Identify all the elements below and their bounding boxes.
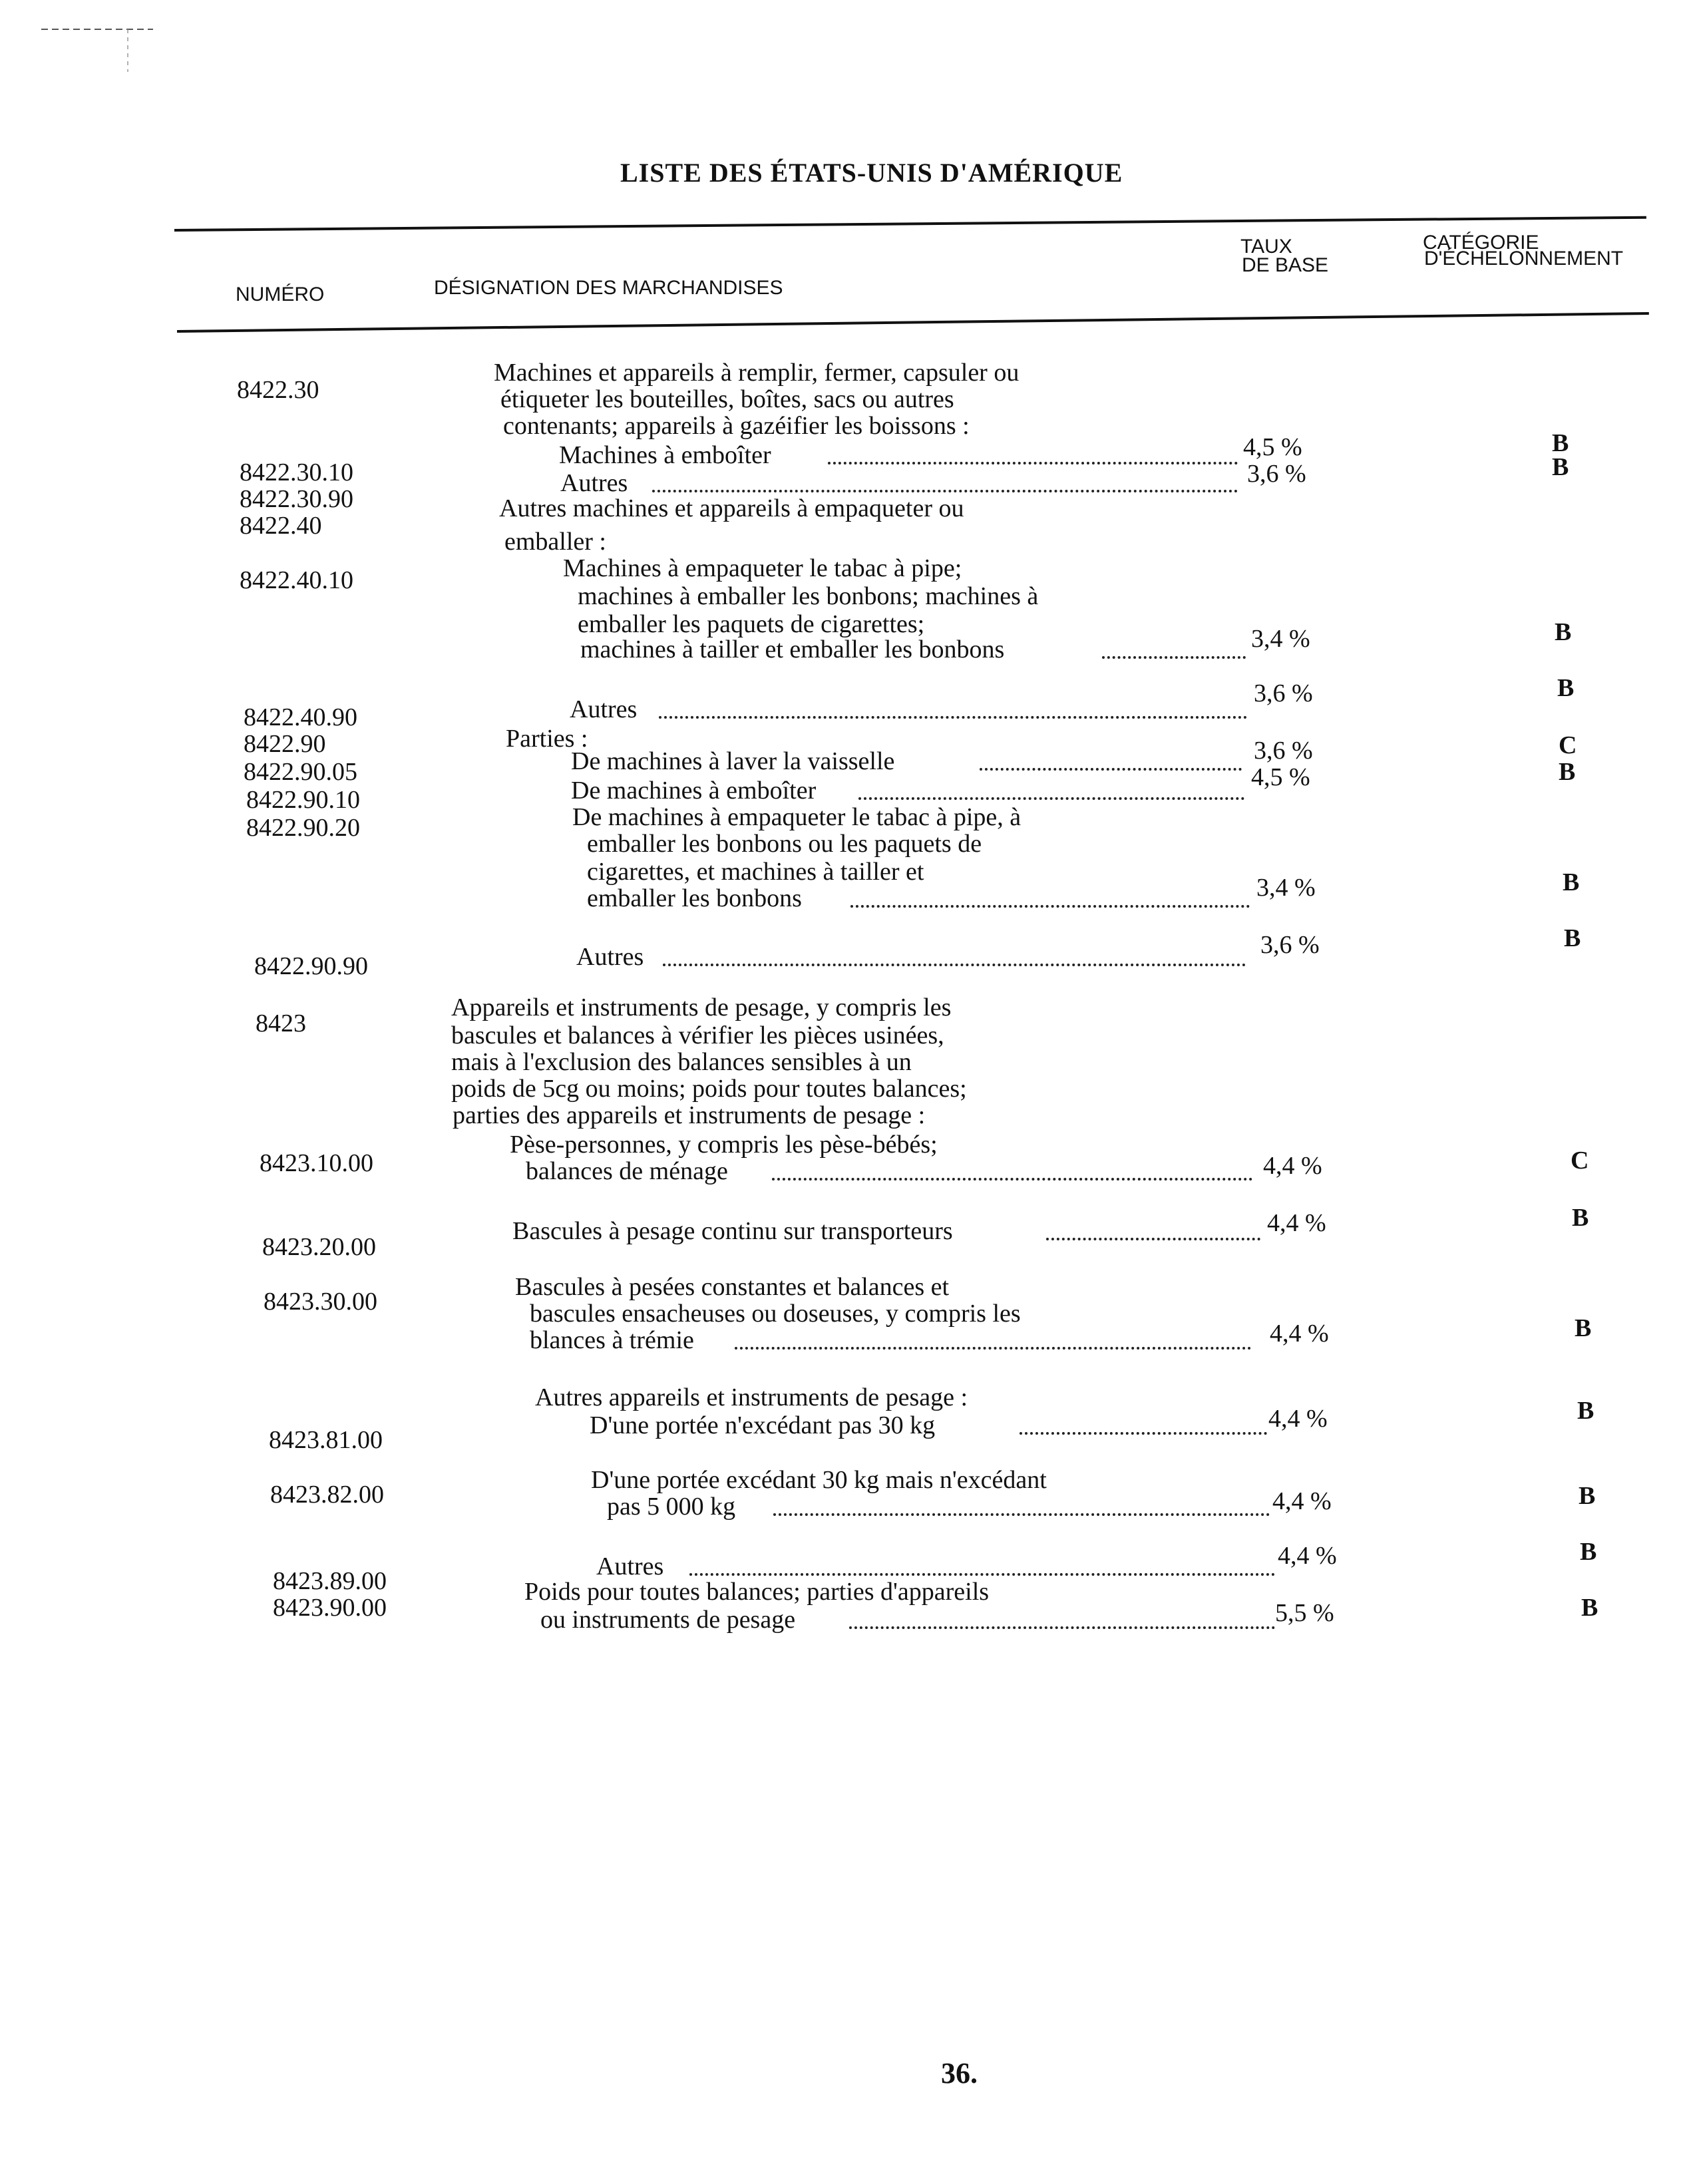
header-taux-line1: TAUX bbox=[1240, 236, 1292, 258]
base-rate: 4,4 % bbox=[1263, 1152, 1322, 1180]
designation-line: parties des appareils et instruments de pesage : bbox=[453, 1101, 926, 1129]
designation-line: bascules et balances à vérifier les pièces usinées, bbox=[451, 1021, 944, 1049]
dot-leader bbox=[735, 1347, 1251, 1350]
designation-line: machines à emballer les bonbons; machines à bbox=[578, 582, 1039, 610]
designation-line: blances à trémie bbox=[530, 1326, 694, 1354]
base-rate: 3,6 % bbox=[1254, 737, 1313, 765]
tariff-code: 8423.10.00 bbox=[260, 1149, 373, 1177]
corner-crop-mark bbox=[40, 25, 153, 72]
designation-line: Parties : bbox=[506, 725, 588, 753]
designation-line: Autres bbox=[560, 469, 628, 497]
designation-line: De machines à emboîter bbox=[571, 777, 817, 805]
designation-line: pas 5 000 kg bbox=[607, 1493, 736, 1521]
designation-line: balances de ménage bbox=[526, 1157, 728, 1185]
header-bottom-rule bbox=[177, 312, 1649, 333]
designation-line: Autres bbox=[570, 695, 638, 723]
header-top-rule bbox=[174, 216, 1646, 232]
dot-leader bbox=[980, 768, 1242, 771]
designation-line: Machines à empaqueter le tabac à pipe; bbox=[563, 554, 962, 582]
tariff-code: 8422.90.90 bbox=[254, 952, 368, 980]
dot-leader bbox=[772, 1178, 1252, 1181]
tariff-code: 8423.90.00 bbox=[273, 1594, 387, 1622]
dot-leader bbox=[652, 490, 1238, 492]
tariff-code: 8422.40 bbox=[240, 512, 322, 540]
dot-leader bbox=[849, 1626, 1275, 1629]
tariff-code: 8422.30.90 bbox=[240, 485, 353, 513]
header-categorie-line2: D'ÉCHELONNEMENT bbox=[1424, 248, 1624, 270]
designation-line: Machines à emboîter bbox=[559, 441, 771, 469]
page-number: 36. bbox=[941, 2057, 978, 2090]
tariff-code: 8422.90.10 bbox=[246, 786, 360, 814]
tariff-code: 8423.20.00 bbox=[262, 1233, 376, 1261]
base-rate: 3,6 % bbox=[1254, 679, 1313, 707]
designation-line: De machines à empaqueter le tabac à pipe, à bbox=[572, 803, 1022, 831]
designation-line: cigarettes, et machines à tailler et bbox=[587, 858, 924, 886]
designation-line: ou instruments de pesage bbox=[540, 1606, 796, 1634]
staging-category: C bbox=[1571, 1147, 1589, 1175]
tariff-code: 8422.30 bbox=[237, 376, 319, 404]
page-title: LISTE DES ÉTATS-UNIS D'AMÉRIQUE bbox=[620, 158, 1123, 188]
tariff-code: 8422.40.10 bbox=[240, 566, 353, 594]
tariff-code: 8422.90.20 bbox=[246, 814, 360, 842]
staging-category: B bbox=[1552, 429, 1569, 457]
designation-line: Pèse-personnes, y compris les pèse-bébés; bbox=[510, 1131, 938, 1159]
designation-line: mais à l'exclusion des balances sensibles à un bbox=[451, 1048, 912, 1076]
header-categorie-line1: CATÉGORIE bbox=[1423, 232, 1539, 254]
designation-line: Autres bbox=[576, 943, 644, 971]
dot-leader bbox=[689, 1573, 1275, 1576]
base-rate: 4,4 % bbox=[1268, 1405, 1328, 1433]
staging-category: B bbox=[1577, 1397, 1594, 1425]
designation-line: emballer : bbox=[504, 528, 606, 556]
staging-category: B bbox=[1575, 1314, 1592, 1342]
designation-line: Autres machines et appareils à empaqueter ou bbox=[499, 494, 964, 522]
dot-leader bbox=[850, 905, 1250, 908]
base-rate: 4,5 % bbox=[1251, 763, 1310, 791]
dot-leader bbox=[858, 797, 1244, 800]
base-rate: 3,4 % bbox=[1251, 625, 1310, 653]
tariff-code: 8423.30.00 bbox=[264, 1288, 377, 1316]
staging-category: B bbox=[1579, 1482, 1596, 1510]
staging-category: B bbox=[1581, 1594, 1598, 1622]
base-rate: 3,6 % bbox=[1260, 931, 1320, 959]
base-rate: 5,5 % bbox=[1275, 1599, 1334, 1627]
designation-line: Appareils et instruments de pesage, y compris les bbox=[451, 994, 952, 1021]
designation-line: De machines à laver la vaisselle bbox=[571, 747, 895, 775]
tariff-code: 8422.90.05 bbox=[244, 758, 357, 786]
designation-line: contenants; appareils à gazéifier les boissons : bbox=[503, 412, 970, 440]
designation-line: Bascules à pesage continu sur transporteurs bbox=[512, 1217, 953, 1245]
dot-leader bbox=[663, 964, 1246, 966]
designation-line: emballer les bonbons bbox=[587, 884, 802, 912]
designation-line: emballer les bonbons ou les paquets de bbox=[587, 830, 982, 858]
base-rate: 3,6 % bbox=[1247, 460, 1306, 488]
designation-line: D'une portée excédant 30 kg mais n'excédant bbox=[591, 1466, 1047, 1494]
designation-line: Autres bbox=[596, 1552, 664, 1580]
tariff-code: 8422.90 bbox=[244, 730, 326, 758]
dot-leader bbox=[773, 1513, 1270, 1516]
base-rate: 4,4 % bbox=[1270, 1320, 1329, 1348]
base-rate: 3,4 % bbox=[1256, 874, 1316, 902]
staging-category: B bbox=[1564, 924, 1581, 952]
header-taux-line2: DE BASE bbox=[1242, 254, 1329, 276]
base-rate: 4,4 % bbox=[1278, 1542, 1337, 1570]
designation-line: Machines et appareils à remplir, fermer, capsuler ou bbox=[494, 359, 1020, 387]
tariff-code: 8423.89.00 bbox=[273, 1567, 387, 1595]
staging-category: B bbox=[1559, 758, 1576, 786]
tariff-code: 8422.30.10 bbox=[240, 458, 353, 486]
base-rate: 4,5 % bbox=[1243, 433, 1302, 461]
designation-line: poids de 5cg ou moins; poids pour toutes balances; bbox=[451, 1075, 967, 1103]
designation-line: emballer les paquets de cigarettes; bbox=[578, 610, 925, 638]
designation-line: D'une portée n'excédant pas 30 kg bbox=[590, 1411, 936, 1439]
designation-line: machines à tailler et emballer les bonbons bbox=[580, 636, 1005, 663]
dot-leader bbox=[1046, 1238, 1260, 1240]
staging-category: C bbox=[1559, 731, 1577, 759]
base-rate: 4,4 % bbox=[1272, 1487, 1332, 1515]
dot-leader bbox=[828, 462, 1238, 464]
designation-line: bascules ensacheuses ou doseuses, y compris les bbox=[530, 1300, 1021, 1328]
tariff-code: 8423.82.00 bbox=[270, 1481, 384, 1509]
staging-category: B bbox=[1572, 1204, 1589, 1232]
staging-category: B bbox=[1555, 618, 1572, 646]
designation-line: Autres appareils et instruments de pesage : bbox=[535, 1383, 968, 1411]
base-rate: 4,4 % bbox=[1267, 1209, 1326, 1237]
dot-leader bbox=[1102, 656, 1246, 659]
dot-leader bbox=[659, 716, 1247, 719]
staging-category: B bbox=[1557, 674, 1575, 702]
dot-leader bbox=[1020, 1432, 1267, 1435]
tariff-code: 8422.40.90 bbox=[244, 703, 357, 731]
tariff-code: 8423 bbox=[256, 1009, 306, 1037]
header-numero: NUMÉRO bbox=[236, 283, 325, 305]
designation-line: étiqueter les bouteilles, boîtes, sacs ou autres bbox=[500, 385, 954, 413]
staging-category: B bbox=[1580, 1538, 1597, 1566]
staging-category: B bbox=[1552, 453, 1569, 481]
header-designation: DÉSIGNATION DES MARCHANDISES bbox=[434, 277, 783, 299]
designation-line: Poids pour toutes balances; parties d'appareils bbox=[524, 1578, 990, 1606]
designation-line: Bascules à pesées constantes et balances et bbox=[515, 1273, 950, 1301]
tariff-code: 8423.81.00 bbox=[269, 1426, 383, 1454]
staging-category: B bbox=[1563, 868, 1580, 896]
